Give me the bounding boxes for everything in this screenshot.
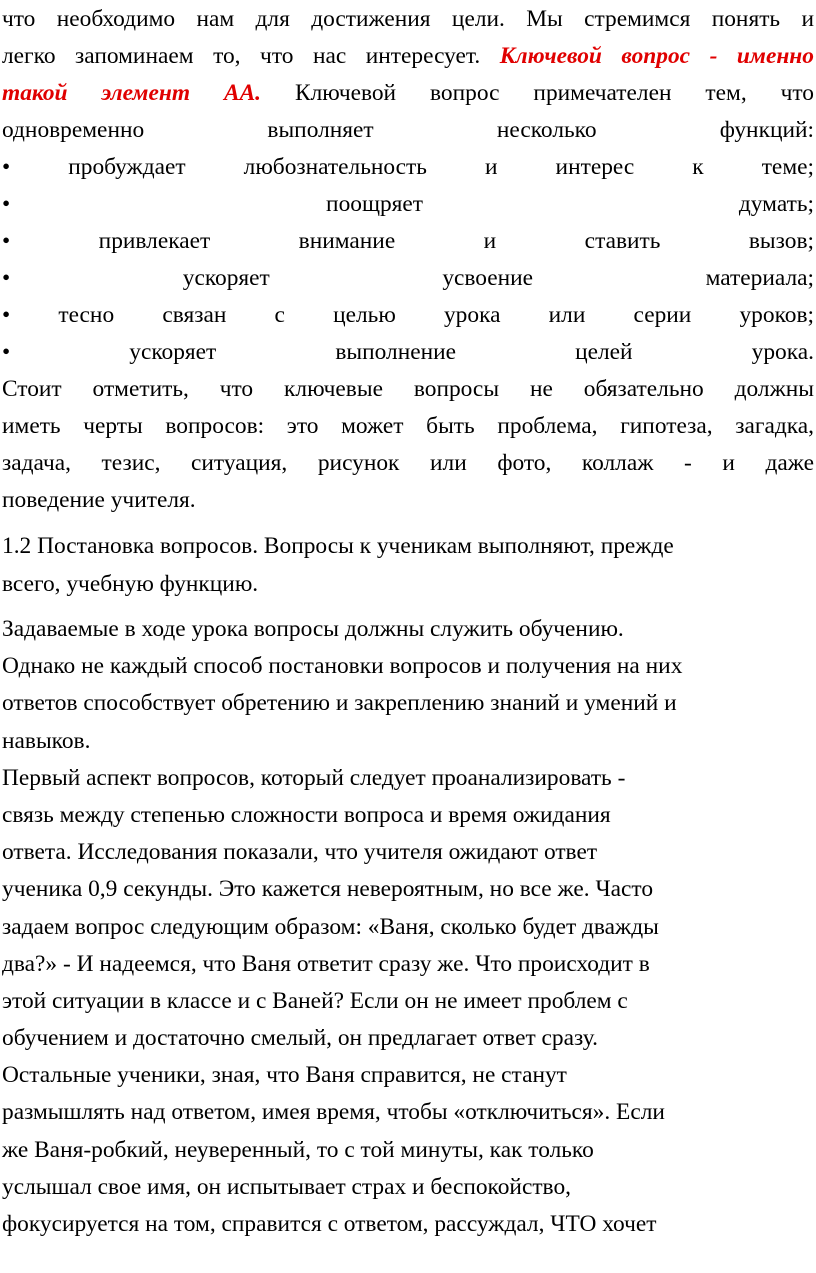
text-run: Ключевой вопрос примечателен тем, что xyxy=(261,80,814,106)
text-line xyxy=(2,75,814,112)
paragraph-key-question xyxy=(2,1,814,519)
text-line: иметь черты вопросов: это может быть проблема, гипотеза, загадка, xyxy=(2,413,814,439)
section-heading-paragraph xyxy=(2,527,814,603)
section-line: всего, учебную функцию. xyxy=(2,571,259,597)
bullet-item: • привлекает внимание и ставить вызов; xyxy=(2,228,814,254)
text-line xyxy=(2,38,814,75)
text-line: Стоит отметить, что ключевые вопросы не обязательно должны xyxy=(2,376,814,402)
text-line: что необходимо нам для достижения цели. Мы стремимся понять и xyxy=(2,6,814,32)
text-line: этой ситуации в классе и с Ваней? Если он не имеет проблем с xyxy=(2,987,628,1014)
text-line: размышлять над ответом, имея время, чтобы «отключиться». Если xyxy=(2,1099,665,1126)
bullet-item: • ускоряет усвоение материала; xyxy=(2,265,814,291)
bullet-item: • ускоряет выполнение целей урока. xyxy=(2,339,814,365)
text-line: ответов способствует обретению и закреплению знаний и умений и xyxy=(2,690,677,717)
text-line: обучением и достаточно смелый, он предлагает ответ сразу. xyxy=(2,1025,598,1052)
text-line: задаем вопрос следующим образом: «Ваня, сколько будет дважды xyxy=(2,913,659,940)
highlighted-text: такой элемент АА. xyxy=(2,80,262,106)
text-line: Задаваемые в ходе урока вопросы должны служить обучению. xyxy=(2,616,624,642)
section-line: 1.2 Постановка вопросов. Вопросы к ученикам выполняют, прежде xyxy=(2,533,674,559)
paragraph-questions xyxy=(2,611,814,1243)
text-line: Остальные ученики, зная, что Ваня справится, не станут xyxy=(2,1062,567,1089)
text-line: два?» - И надеемся, что Ваня ответит сразу же. Что происходит в xyxy=(2,950,650,977)
text-line: одновременно выполняет несколько функций: xyxy=(2,117,814,143)
text-line: Первый аспект вопросов, который следует проанализировать - xyxy=(2,764,626,791)
text-line: ученика 0,9 секунды. Это кажется невероятным, но все же. Часто xyxy=(2,876,654,903)
document-page xyxy=(2,0,814,1243)
text-line: ответа. Исследования показали, что учителя ожидают ответ xyxy=(2,839,598,866)
text-line: связь между степенью сложности вопроса и время ожидания xyxy=(2,801,611,828)
highlighted-text: Ключевой вопрос - именно xyxy=(499,43,814,69)
text-line: навыков. xyxy=(2,727,91,754)
bullet-item: • пробуждает любознательность и интерес к теме; xyxy=(2,154,814,180)
bullet-item: • тесно связан с целью урока или серии уроков; xyxy=(2,302,814,328)
text-line: поведение учителя. xyxy=(2,487,196,513)
text-line: фокусируется на том, справится с ответом, рассуждал, ЧТО хочет xyxy=(2,1211,657,1237)
text-line: задача, тезис, ситуация, рисунок или фото, коллаж - и даже xyxy=(2,450,814,476)
text-line: услышал свое имя, он испытывает страх и беспокойство, xyxy=(2,1173,571,1200)
bullet-item: • поощряет думать; xyxy=(2,191,814,217)
text-line: Однако не каждый способ постановки вопросов и получения на них xyxy=(2,653,683,680)
text-line: же Ваня-робкий, неуверенный, то с той минуты, как только xyxy=(2,1136,594,1163)
text-run: легко запоминаем то, что нас интересует. xyxy=(2,43,500,69)
